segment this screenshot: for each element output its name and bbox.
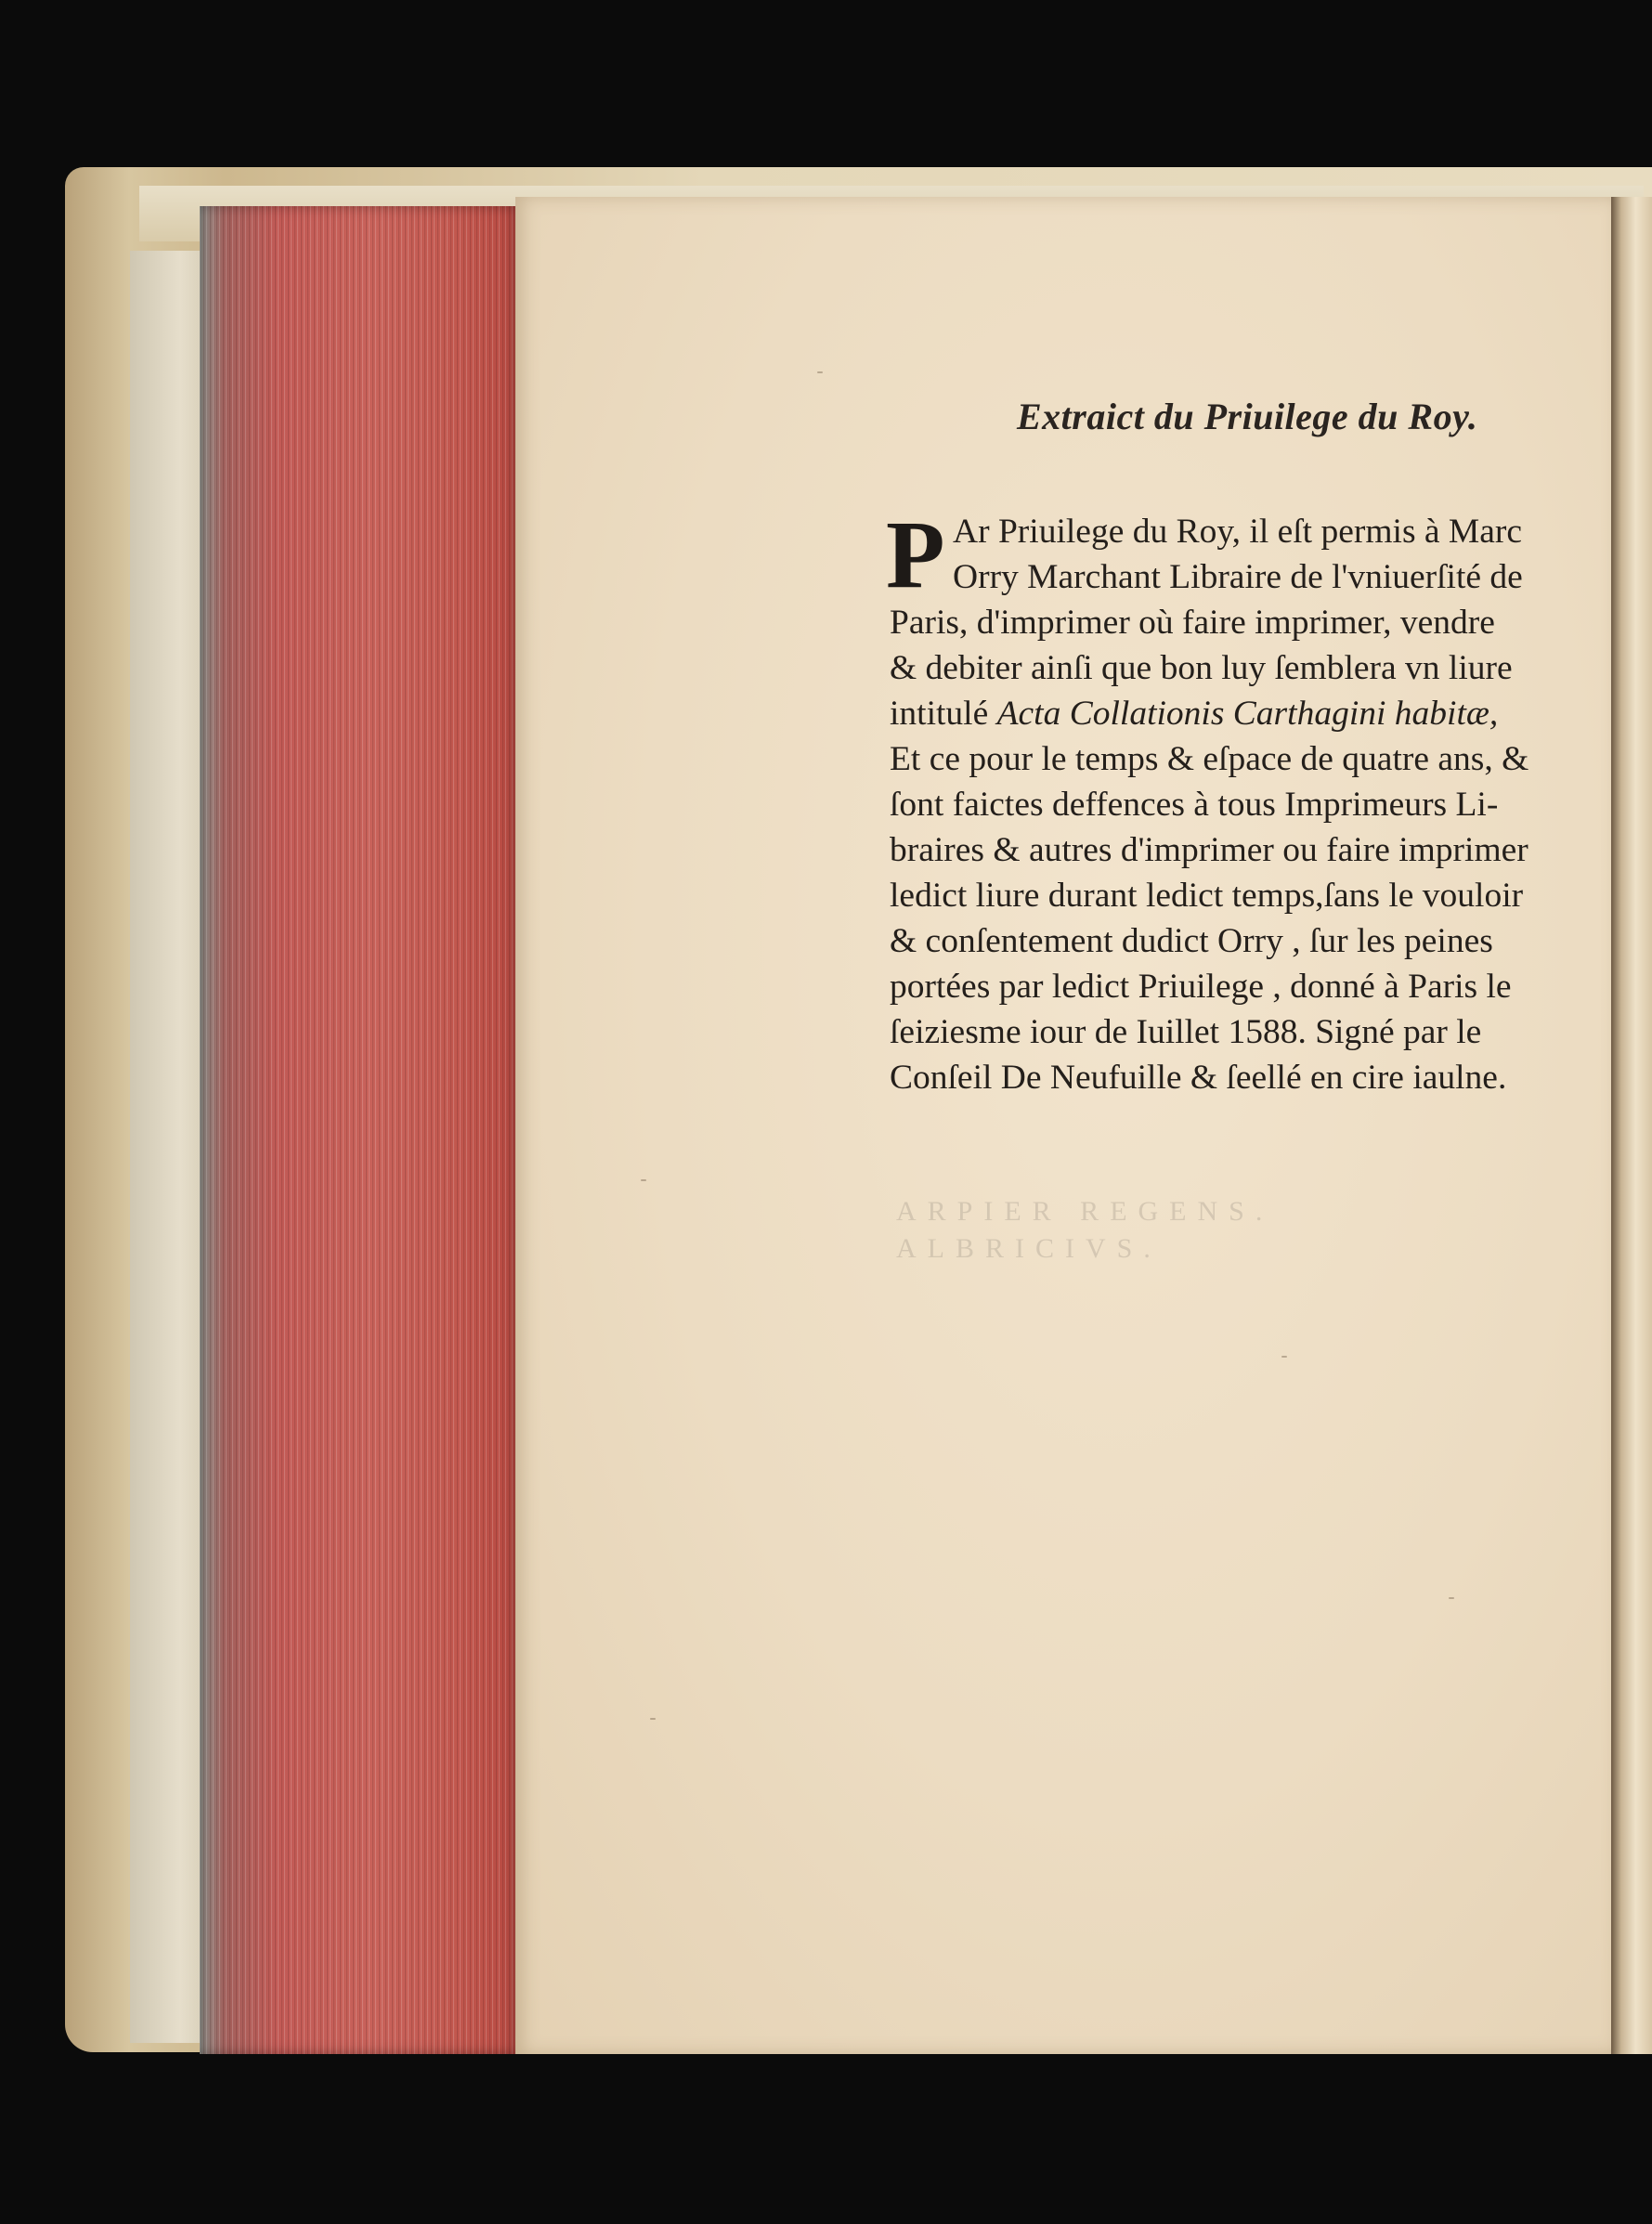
paper-speck xyxy=(1281,1356,1287,1358)
paper-speck xyxy=(650,1718,656,1720)
text-line: Paris, d'imprimer où faire imprimer, vendre xyxy=(890,604,1495,642)
text-line: braires & autres d'imprimer ou faire imprimer xyxy=(890,831,1528,869)
book-page xyxy=(515,197,1611,2054)
show-through-line: ALBRICIVS. xyxy=(896,1233,1162,1264)
page-title: Extraict du Priuilege du Roy. xyxy=(1017,396,1478,437)
paper-speck xyxy=(817,371,823,373)
paper-speck xyxy=(641,1179,646,1181)
text-line: & debiter ainſi que bon luy ſemblera vn liure xyxy=(890,649,1513,687)
show-through-text xyxy=(896,1193,1295,1268)
text-line-with-title xyxy=(890,691,1591,736)
text-line: ledict liure durant ledict temps,ſans le vouloir xyxy=(890,877,1524,915)
text-line: Conſeil De Neufuille & ſeellé en cire iaulne. xyxy=(890,1059,1507,1097)
text-line: Et ce pour le temps & eſpace de quatre ans, & xyxy=(890,740,1529,778)
show-through-line: ARPIER REGENS. xyxy=(896,1196,1274,1227)
text-line: ſeiziesme iour de Iuillet 1588. Signé par le xyxy=(890,1013,1482,1051)
page-gutter xyxy=(1611,197,1652,2054)
text-line: intitulé xyxy=(890,695,989,733)
privilege-text xyxy=(886,501,1591,1100)
text-line: Ar Priuilege du Roy, il eſt permis à Marc xyxy=(953,513,1523,551)
book-title: Acta Collationis Carthagini habitæ, xyxy=(996,695,1499,733)
text-line: portées par ledict Priuilege , donné à Paris le xyxy=(890,968,1512,1006)
red-page-edges xyxy=(200,206,515,2054)
text-line: & conſentement dudict Orry , ſur les peines xyxy=(890,922,1493,960)
text-line: Orry Marchant Libraire de l'vniuerſité de xyxy=(953,558,1523,596)
paper-speck xyxy=(1449,1597,1454,1599)
drop-cap: P xyxy=(886,501,945,608)
text-line: ſont faictes deffences à tous Imprimeurs Li- xyxy=(890,786,1499,824)
